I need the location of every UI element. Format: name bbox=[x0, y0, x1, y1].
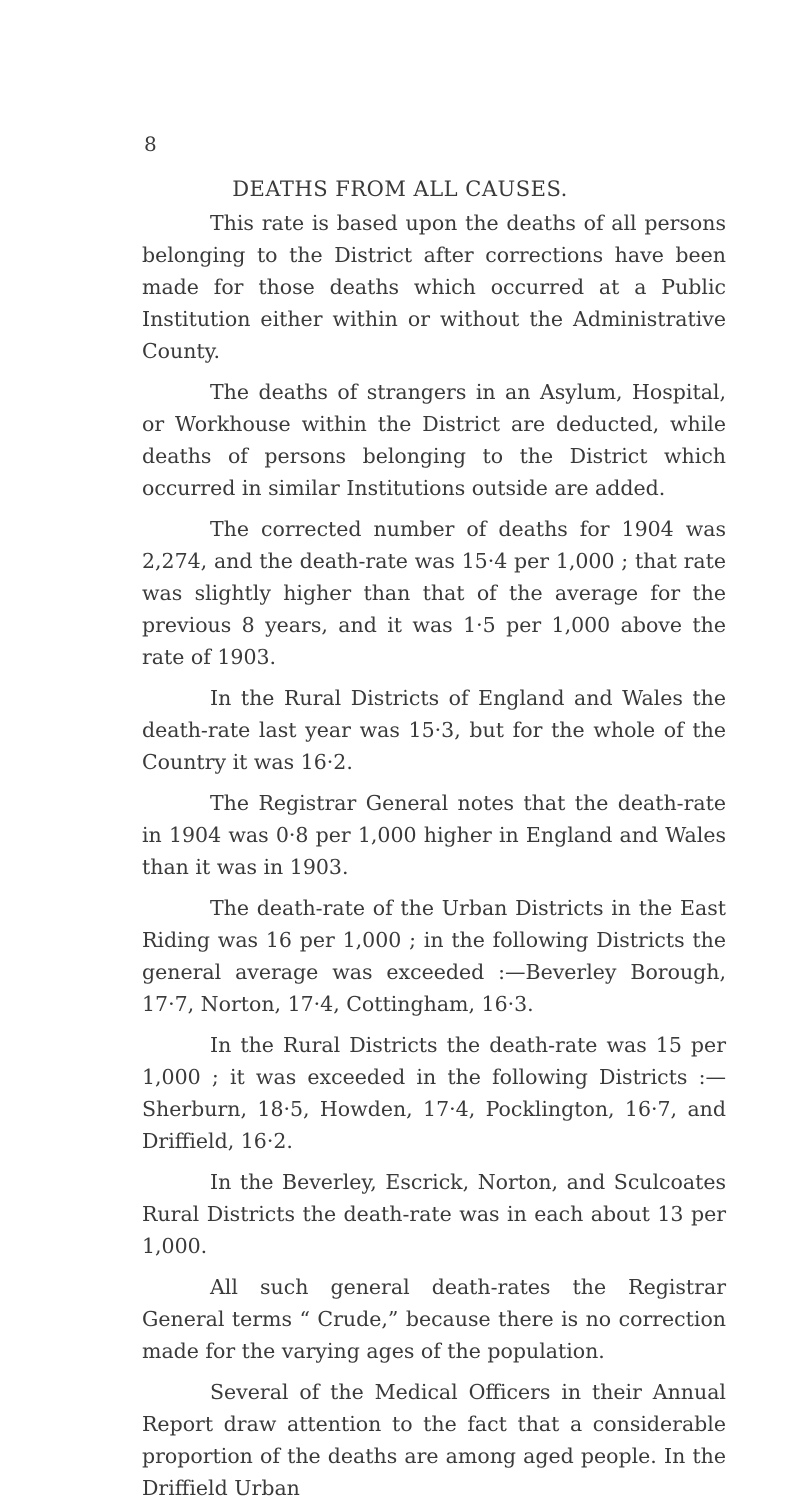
paragraph-5: The Registrar General notes that the death-rate in 1904 was 0·8 per 1,000 higher in England and Wales than it was in 1903. bbox=[142, 791, 726, 879]
section-heading: DEATHS FROM ALL CAUSES. bbox=[232, 177, 568, 201]
paragraph-8: In the Beverley, Escrick, Norton, and Sculcoates Rural Districts the death-rate was in each about 13 per 1,000. bbox=[142, 1170, 726, 1258]
paragraph-1: This rate is based upon the deaths of all persons belonging to the District after corrections have been made for those deaths which occurred at a Public Institution either within or without the Administrative County. bbox=[142, 211, 726, 363]
paragraph-9: All such general death-rates the Registrar General terms “ Crude,” because there is no correction made for the varying ages of the population. bbox=[142, 1275, 726, 1363]
page-number: 8 bbox=[144, 132, 157, 156]
paragraph-3: The corrected number of deaths for 1904 was 2,274, and the death-rate was 15·4 per 1,000 ; that rate was slightly higher than that of the average for the previous 8 years, and it was 1·5 per 1,000 above the rate of 1903. bbox=[142, 517, 726, 669]
paragraph-6: The death-rate of the Urban Districts in the East Riding was 16 per 1,000 ; in the following Districts the general average was exceeded :—Beverley Borough, 17·7, Norton, 17·4, Cottingham, 16·3. bbox=[142, 896, 726, 1016]
paragraph-4: In the Rural Districts of England and Wales the death-rate last year was 15·3, but for the whole of the Country it was 16·2. bbox=[142, 686, 726, 774]
paragraph-7: In the Rural Districts the death-rate was 15 per 1,000 ; it was exceeded in the following Districts :—Sherburn, 18·5, Howden, 17·4, Pocklington, 16·7, and Driffield, 16·2. bbox=[142, 1033, 726, 1153]
body-text bbox=[142, 207, 726, 1504]
paragraph-2: The deaths of strangers in an Asylum, Hospital, or Workhouse within the District are deducted, while deaths of persons belonging to the District which occurred in similar Institutions outside are added. bbox=[142, 380, 726, 500]
paragraph-10: Several of the Medical Officers in their Annual Report draw attention to the fact that a considerable proportion of the deaths are among aged people. In the Driffield Urban bbox=[142, 1380, 726, 1500]
